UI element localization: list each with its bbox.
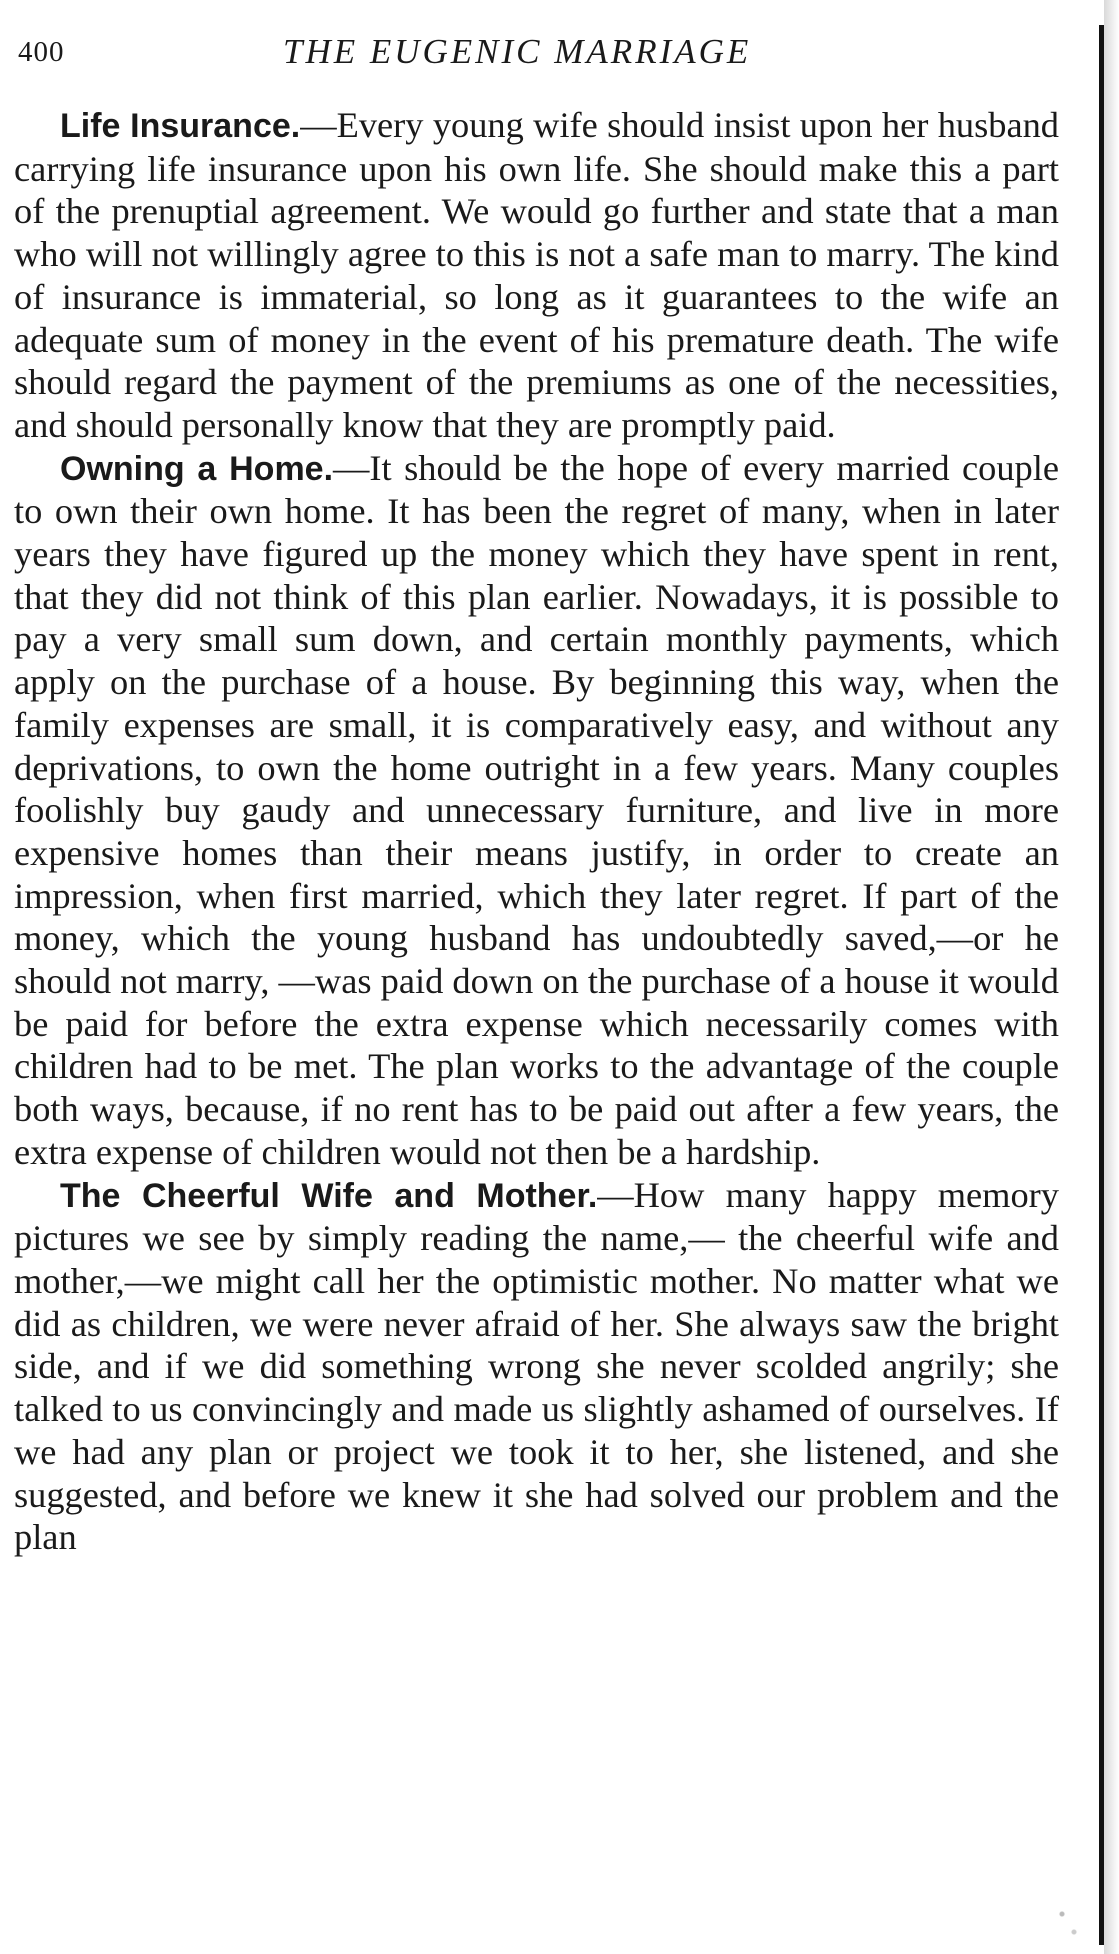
body-text <box>14 104 1059 1559</box>
paragraph-owning-a-home <box>14 447 1059 1174</box>
running-title: THE EUGENIC MARRIAGE <box>283 32 752 71</box>
paragraph-heading: Life Insurance. <box>60 107 301 145</box>
running-head <box>18 28 1048 76</box>
paragraph-text: —It should be the hope of every married couple to own their own home. It has been the regret of many, when in later years they have figured up the money which they have spent in rent, that they did not think of this plan earlier. Nowadays, it is possible to pay a very small sum down, and certain monthly payments, which apply on the purchase of a house. By beginning this way, when the family expenses are small, it is comparatively easy, and without any deprivations, to own the home outright in a few years. Many couples foolishly buy gaudy and unnecessary furniture, and live in more expensive homes than their means justify, in order to create an impression, when first married, which they later regret. If part of the money, which the young husband has undoubtedly saved,—or he should not marry, —was paid down on the purchase of a house it would be paid for before the extra expense which necessarily comes with children had to be met. The plan works to the advantage of the couple both ways, because, if no rent has to be paid out after a few years, the extra expense of children would not then be a hardship. <box>14 447 1059 1172</box>
page-number: 400 <box>18 36 65 68</box>
paragraph-life-insurance <box>14 104 1059 447</box>
paragraph-text: —How many happy memory pictures we see by simply reading the name,— the cheerful wife and mother,—we might call her the optimistic mother. No matter what we did as children, we were never afraid of her. She always saw the bright side, and if we did something wrong she never scolded angrily; she talked to us convincingly and made us slightly ashamed of ourselves. If we had any plan or project we took it to her, she listened, and she suggested, and before we knew it she had solved our problem and the plan <box>14 1174 1059 1558</box>
paragraph-heading: The Cheerful Wife and Mother. <box>60 1176 598 1215</box>
scan-speckle <box>1050 1890 1090 1950</box>
paragraph-text: —Every young wife should insist upon her husband carrying life insurance upon his own life. She should make this a part of the prenuptial agreement. We would go further and state that a man who will not willingly agree to this is not a safe man to marry. The kind of insurance is immaterial, so long as it guarantees to the wife an adequate sum of money in the event of his premature death. The wife should regard the payment of the premiums as one of the necessities, and should personally know that they are promptly paid. <box>14 105 1059 445</box>
paragraph-heading: Owning a Home. <box>60 449 334 488</box>
paragraph-cheerful-wife <box>14 1174 1059 1559</box>
page-edge-shadow <box>1104 0 1119 1954</box>
